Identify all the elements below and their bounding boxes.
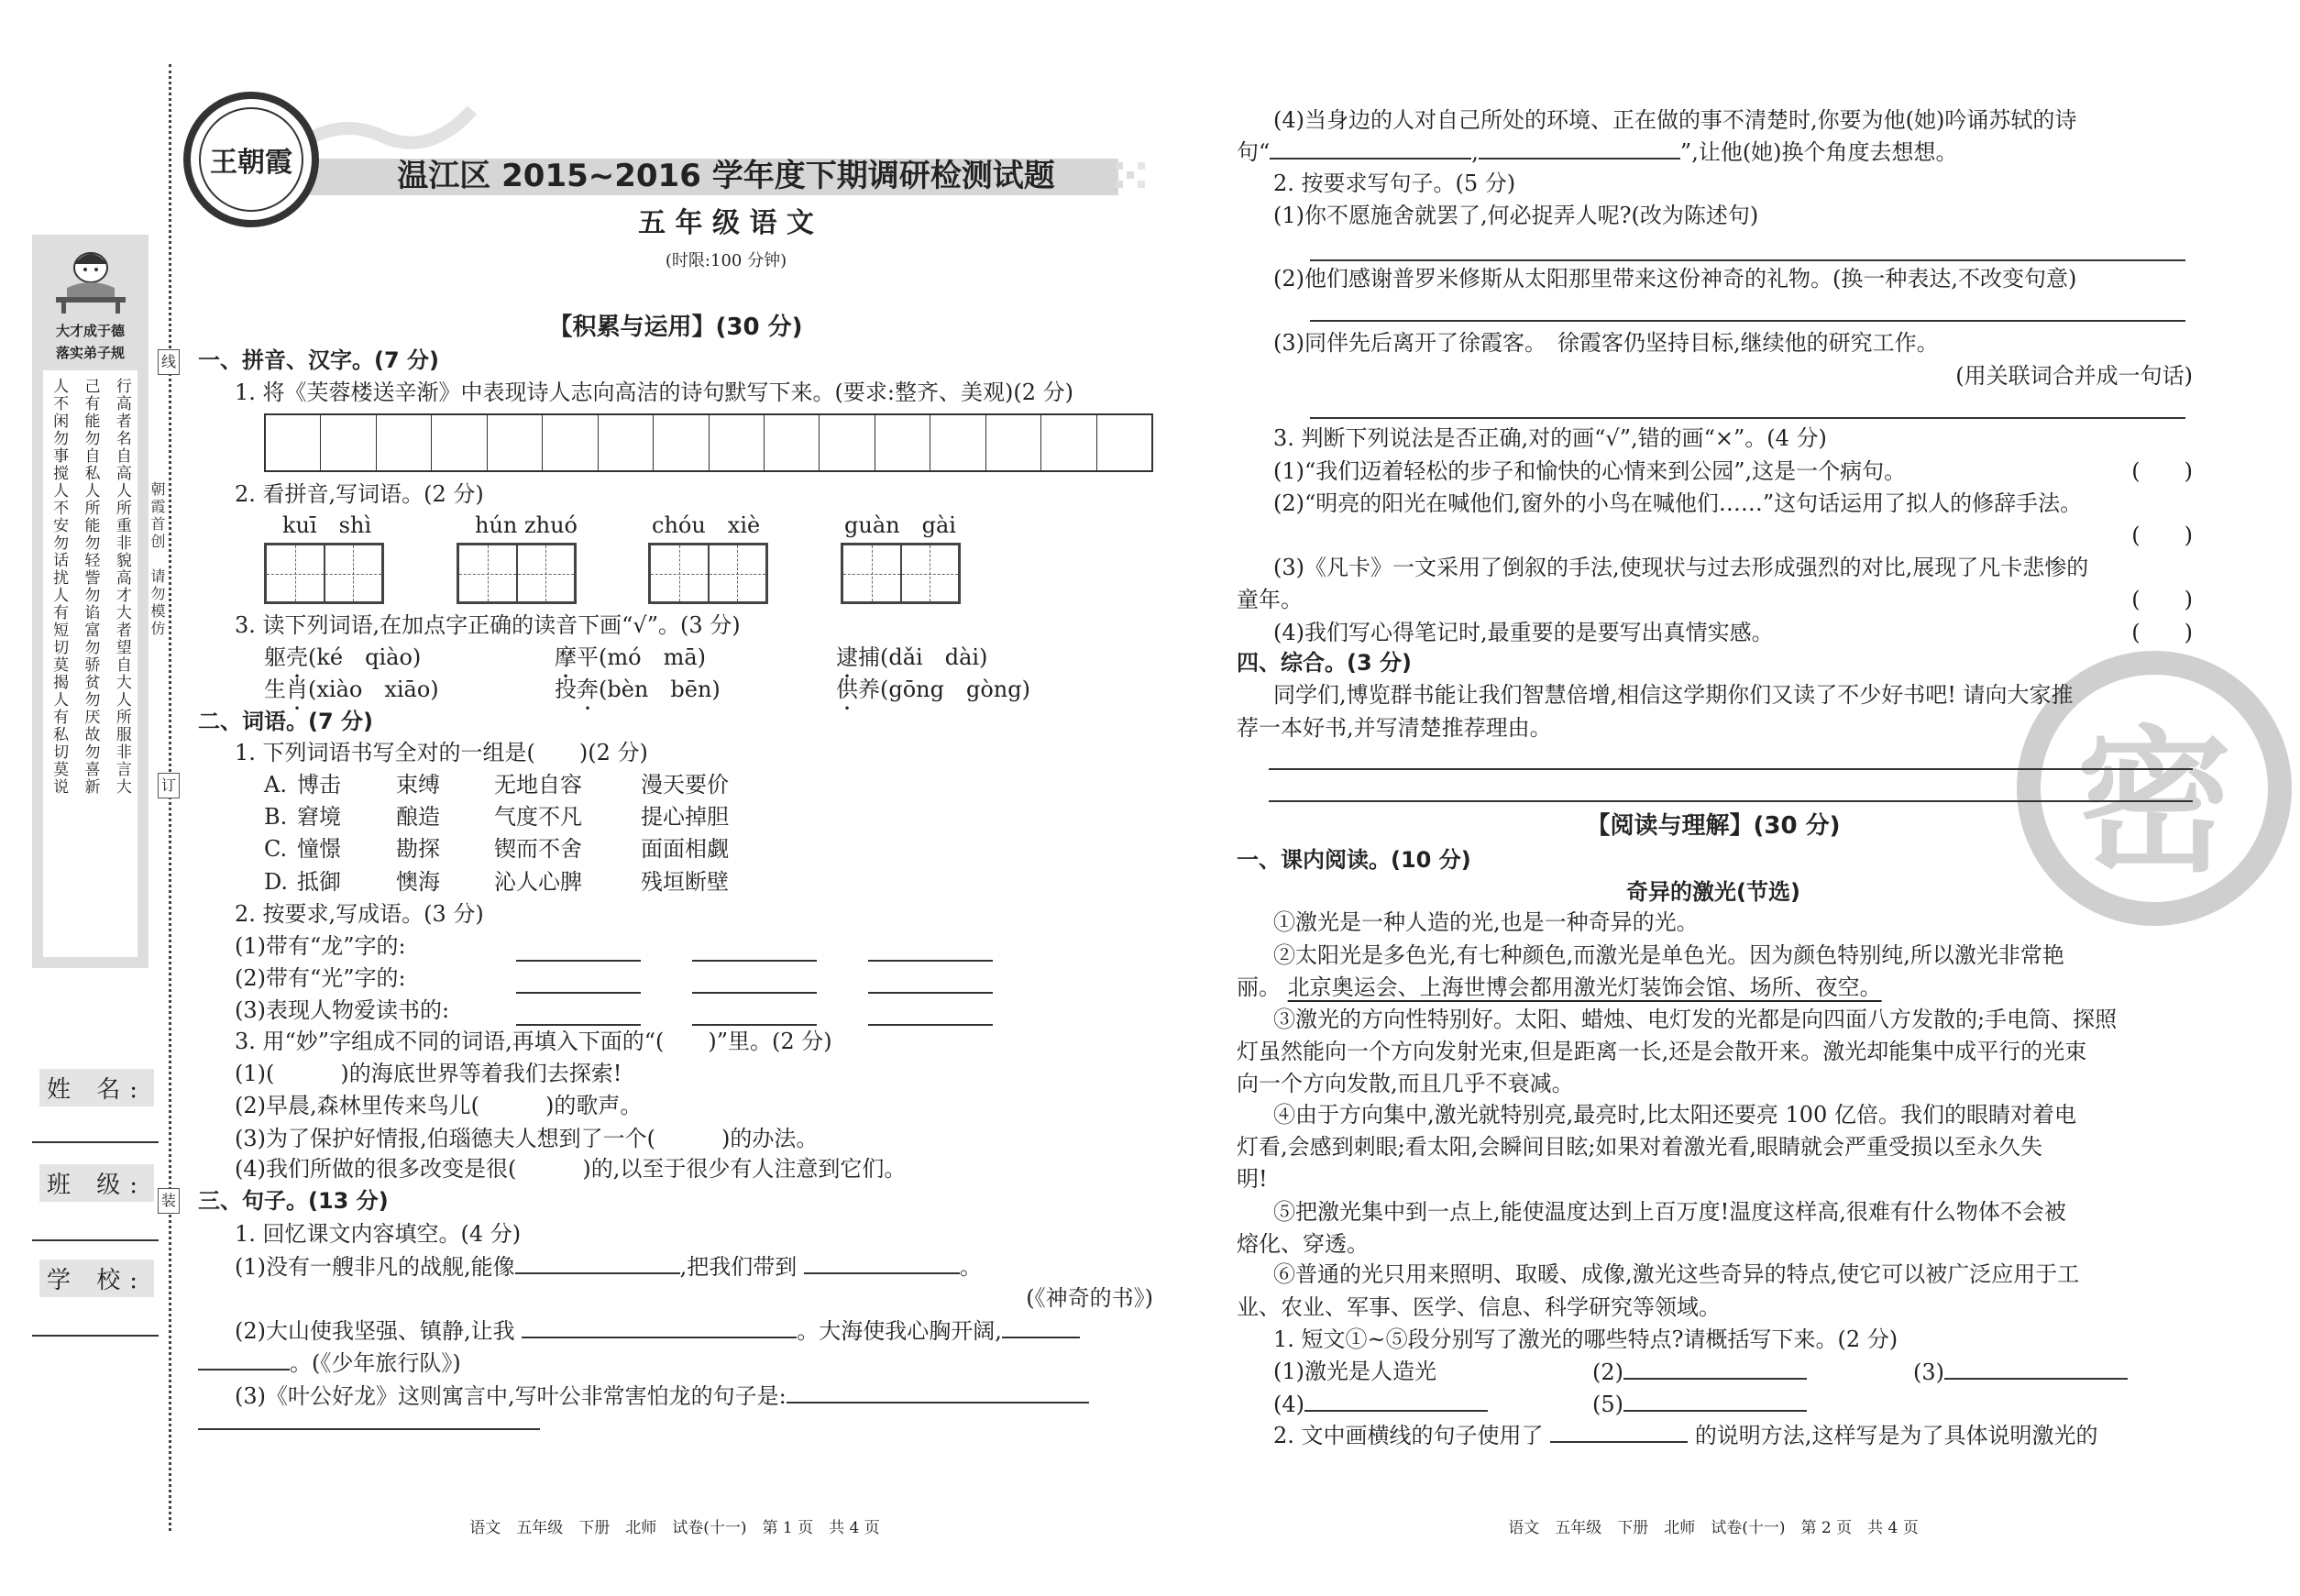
pinyin-label: hún zhuó — [475, 512, 578, 538]
judge-item: (3)《凡卡》一文采用了倒叙的手法,使现状与过去形成强烈的对比,展现了凡卡悲惨的 — [1273, 555, 2089, 580]
source-title: (《神奇的书》) — [1026, 1285, 1153, 1311]
answer-blank[interactable] — [804, 1252, 960, 1274]
question-text: 2. 看拼音,写词语。(2 分) — [235, 481, 484, 507]
poem-writing-grid[interactable] — [264, 413, 1153, 472]
school-field[interactable] — [32, 1335, 159, 1337]
verse-column: 人不闲勿事搅人不安勿话扰人有短切莫揭人有私切莫说 — [50, 378, 69, 796]
text: (4) — [1273, 1392, 1304, 1417]
question-text: 1. 短文①~⑤段分别写了激光的哪些特点?请概括写下来。(2 分) — [1273, 1326, 1898, 1352]
question-text — [1273, 1421, 2097, 1449]
question-text: 2. 按要求,写成语。(3 分) — [235, 901, 484, 927]
option-word: 懊海 — [396, 869, 440, 895]
dotted-char: 肖 — [286, 677, 308, 702]
answer-blank[interactable] — [1623, 1358, 1807, 1380]
school-label: 学 校: — [39, 1260, 154, 1297]
fill-item — [235, 1381, 1089, 1410]
name-label: 姓 名: — [39, 1069, 154, 1106]
grid-cell[interactable] — [599, 415, 654, 470]
passage-line: ③激光的方向性特别好。太阳、蜡烛、电灯发的光都是向四面八方发散的;手电筒、探照 — [1273, 1007, 2118, 1032]
grid-cell[interactable] — [543, 415, 598, 470]
grid-cell[interactable] — [710, 415, 765, 470]
passage-line: ④由于方向集中,激光就特别亮,最亮时,比太阳还要亮 100 亿倍。我们的眼睛对着电 — [1273, 1102, 2076, 1128]
answer-item — [1273, 1390, 1488, 1418]
answer-item — [1592, 1358, 1807, 1386]
judge-bracket[interactable]: ( ) — [2131, 620, 2193, 645]
binding-label: 装 — [158, 1188, 180, 1214]
passage-line: 灯虽然能向一个方向发射光束,但是距离一长,还是会散开来。激光却能集中成平行的光束 — [1237, 1039, 2087, 1064]
fill-item — [1237, 138, 1958, 166]
passage-line — [1237, 974, 1882, 1001]
judge-item: (4)我们写心得笔记时,最重要的是要写出真情实感。 — [1273, 620, 1774, 645]
answer-blank[interactable] — [198, 1348, 290, 1370]
section-heading: 四、综合。(3 分) — [1237, 650, 1412, 676]
fill-item: (4)当身边的人对自己所处的环境、正在做的事不清楚时,你要为他(她)吟诵苏轼的诗 — [1273, 107, 2077, 133]
question-text: 同学们,博览群书能让我们智慧倍增,相信这学期你们又读了不少好书吧! 请向大家推 — [1273, 682, 2074, 708]
grid-cell[interactable] — [432, 415, 487, 470]
choice-option[interactable] — [264, 868, 288, 896]
passage-title: 奇异的激光(节选) — [1626, 879, 1800, 905]
answer-blank[interactable] — [1550, 1421, 1688, 1443]
answer-line[interactable] — [1269, 768, 2193, 770]
answer-line[interactable] — [1310, 417, 2185, 419]
option-word: 憧憬 — [297, 836, 341, 862]
grid-cell[interactable] — [930, 415, 985, 470]
option-word: 束缚 — [396, 772, 440, 798]
reading-options: (dǎi dài) — [880, 644, 988, 670]
text: ,把我们带到 — [679, 1254, 798, 1280]
section-heading: 一、拼音、汉字。(7 分) — [198, 347, 439, 373]
option-word: 无地自容 — [494, 772, 582, 798]
grid-cell[interactable] — [875, 415, 930, 470]
judge-item: 童年。 — [1237, 587, 1303, 612]
motto-line: 大才成于德 — [55, 323, 125, 339]
passage-line: ①激光是一种人造的光,也是一种奇异的光。 — [1273, 909, 1699, 935]
section-heading: 三、句子。(13 分) — [198, 1188, 389, 1214]
verse-column: 行高者名自高人所重非貌高才大者望自大人所服非言大 — [112, 378, 131, 796]
char: 投 — [555, 677, 577, 702]
answer-blank[interactable] — [1623, 1390, 1807, 1412]
option-letter: D. — [264, 869, 289, 895]
question-note: (用关联词合并成一句话) — [1955, 363, 2193, 389]
passage-line: 明! — [1237, 1166, 1268, 1192]
answer-blank[interactable] — [1270, 138, 1471, 160]
checker-decoration — [1114, 159, 1150, 195]
answer-line[interactable] — [198, 1428, 540, 1430]
publisher-logo — [183, 92, 319, 227]
question-text: 1. 将《芙蓉楼送辛渐》中表现诗人志向高洁的诗句默写下来。(要求:整齐、美观)(2 分) — [235, 380, 1073, 405]
dotted-char: 逮 — [836, 644, 858, 670]
grid-cell[interactable] — [488, 415, 543, 470]
idiom-blank[interactable] — [516, 992, 641, 994]
question-text: 荐一本好书,并写清楚推荐理由。 — [1237, 715, 1552, 741]
text: (1)没有一艘非凡的战舰,能像 — [235, 1254, 515, 1280]
text: (2)大山使我坚强、镇静,让我 — [235, 1318, 515, 1344]
option-word: 沁人心脾 — [494, 869, 582, 895]
passage-line: ②太阳光是多色光,有七种颜色,而激光是单色光。因为颜色特别纯,所以激光非常艳 — [1273, 942, 2064, 968]
option-letter: B. — [264, 804, 288, 830]
answer-item: (1)激光是人造光 — [1273, 1359, 1436, 1384]
choice-option[interactable] — [264, 771, 287, 798]
question-text: 1. 下列词语书写全对的一组是( )(2 分) — [235, 740, 648, 765]
verse-column: 己有能勿自私人所能勿轻訾勿谄富勿骄贫勿厌故勿喜新 — [81, 378, 100, 796]
text: 2. 文中画横线的句子使用了 — [1273, 1423, 1544, 1448]
question-text: 2. 按要求写句子。(5 分) — [1273, 171, 1516, 196]
passage-line: 向一个方向发散,而且几乎不衰减。 — [1237, 1071, 1574, 1096]
tianzi-grid[interactable] — [264, 543, 384, 604]
passage-line: ⑤把激光集中到一点上,能使温度达到上百万度!温度这样高,很难有什么物体不会被 — [1273, 1199, 2066, 1225]
tianzi-grid[interactable] — [457, 543, 577, 604]
question-text: (3)同伴先后离开了徐霞客。 徐霞客仍坚持目标,继续他的研究工作。 — [1273, 330, 1939, 356]
text: 句“ — [1237, 139, 1271, 165]
answer-item — [1913, 1358, 2128, 1386]
underlined-sentence: 北京奥运会、上海世博会都用激光灯装饰会馆、场所、夜空。 — [1287, 974, 1882, 1000]
question-text: 1. 回忆课文内容填空。(4 分) — [235, 1221, 522, 1247]
answer-line[interactable] — [1310, 320, 2185, 322]
text: , — [1471, 139, 1479, 165]
option-letter: C. — [264, 836, 288, 862]
idiom-blank[interactable] — [692, 1024, 817, 1026]
part-title-accumulation: 【积累与运用】(30 分) — [548, 314, 803, 341]
page-footer: 语文 五年级 下册 北师 试卷(十一) 第 1 页 共 4 页 — [469, 1519, 880, 1537]
logo-text: 王朝霞 — [199, 107, 303, 212]
reading-options: (gōng gòng) — [880, 677, 1030, 702]
word-reading[interactable] — [555, 676, 721, 715]
tianzi-grid[interactable] — [648, 543, 768, 604]
option-word: 窘境 — [297, 804, 341, 830]
option-word: 气度不凡 — [494, 804, 582, 830]
pinyin-label: chóu xiè — [652, 512, 761, 538]
idiom-blank[interactable] — [868, 1024, 993, 1026]
judge-bracket[interactable]: ( ) — [2131, 458, 2193, 484]
option-letter: A. — [264, 772, 287, 798]
fill-item — [235, 1252, 982, 1281]
text: (5) — [1592, 1392, 1623, 1417]
answer-blank[interactable] — [1479, 138, 1680, 160]
dotted-char: 供 — [836, 677, 858, 702]
exam-title: 温江区 2015~2016 学年度下期调研检测试题 — [397, 158, 1055, 194]
option-word: 博击 — [297, 772, 341, 798]
idiom-blank[interactable] — [692, 992, 817, 994]
question-text: (1)你不愿施舍就罢了,何必捉弄人呢?(改为陈述句) — [1273, 203, 1759, 228]
section-heading: 二、词语。(7 分) — [198, 709, 373, 734]
option-word: 漫天要价 — [641, 772, 729, 798]
dotted-char: 摩 — [555, 644, 577, 670]
grid-cell[interactable] — [1097, 415, 1151, 470]
idiom-prompt: (1)带有“龙”字的: — [235, 933, 406, 959]
watermark-seal: 密 — [2017, 651, 2292, 926]
char: 捕 — [858, 644, 880, 670]
option-word: 面面相觑 — [641, 836, 729, 862]
answer-blank[interactable] — [515, 1252, 680, 1274]
class-field[interactable] — [32, 1239, 159, 1241]
fill-item[interactable]: (3)为了保护好情报,伯瑙德夫人想到了一个( )的办法。 — [235, 1126, 819, 1151]
question-text: (2)他们感谢普罗米修斯从太阳那里带来这份神奇的礼物。(换一种表达,不改变句意) — [1273, 266, 2077, 292]
answer-blank[interactable] — [522, 1316, 797, 1338]
text: (3)《叶公好龙》这则寓言中,写叶公非常害怕龙的句子是: — [235, 1383, 787, 1409]
idiom-blank[interactable] — [516, 1024, 641, 1026]
student-reading-icon — [50, 242, 131, 315]
sidebar-dizigui — [32, 235, 149, 968]
answer-blank[interactable] — [1944, 1358, 2128, 1380]
option-word: 锲而不舍 — [494, 836, 582, 862]
idiom-blank[interactable] — [868, 992, 993, 994]
char: 生 — [264, 677, 286, 702]
answer-blank[interactable] — [787, 1381, 1089, 1403]
time-limit: (时限:100 分钟) — [665, 251, 787, 270]
passage-line: 熔化、穿透。 — [1237, 1231, 1369, 1257]
char: 养 — [858, 677, 880, 702]
text: (3) — [1913, 1359, 1944, 1385]
section-heading: 一、课内阅读。(10 分) — [1237, 847, 1471, 873]
text: 。(《少年旅行队》) — [290, 1350, 461, 1376]
question-text: 3. 判断下列说法是否正确,对的画“√”,错的画“×”。(4 分) — [1273, 425, 1827, 451]
grid-cell[interactable] — [765, 415, 820, 470]
option-word: 提心掉胆 — [641, 804, 729, 830]
dotted-char: 奔 — [577, 677, 599, 702]
text: 。大海使我心胸开阔, — [797, 1318, 1002, 1344]
text: 丽。 — [1237, 974, 1281, 1000]
pinyin-label: kuī shì — [282, 512, 372, 538]
fill-item[interactable]: (4)我们所做的很多改变是很( )的,以至于很少有人注意到它们。 — [235, 1156, 907, 1182]
grid-cell[interactable] — [266, 415, 321, 470]
answer-item — [1592, 1390, 1807, 1418]
class-label: 班 级: — [39, 1164, 154, 1202]
choice-option[interactable] — [264, 835, 287, 863]
option-word: 残垣断壁 — [641, 869, 729, 895]
idiom-prompt: (2)带有“光”字的: — [235, 965, 406, 991]
exam-subject: 五 年 级 语 文 — [638, 207, 814, 239]
text: (2) — [1592, 1359, 1623, 1385]
answer-line[interactable] — [1310, 259, 2185, 261]
grid-cell[interactable] — [820, 415, 875, 470]
answer-line[interactable] — [1269, 800, 2193, 802]
idiom-blank[interactable] — [868, 960, 993, 962]
reading-options: (mó mā) — [599, 644, 706, 670]
dizigui-verses — [43, 370, 138, 957]
motto-line: 落实弟子规 — [55, 345, 125, 361]
reading-options: (ké qiào) — [308, 644, 422, 670]
passage-line: ⑥普通的光只用来照明、取暖、成像,激光这些奇异的特点,使它可以被广泛应用于工 — [1273, 1261, 2080, 1287]
page-footer: 语文 五年级 下册 北师 试卷(十一) 第 2 页 共 4 页 — [1508, 1519, 1919, 1537]
judge-item: (1)“我们迈着轻松的步子和愉快的心情来到公园”,这是一个病句。 — [1273, 458, 1907, 484]
judge-bracket[interactable]: ( ) — [2131, 587, 2193, 612]
passage-line: 业、农业、军事、医学、信息、科学研究等领域。 — [1237, 1294, 1721, 1320]
reading-options: (bèn bēn) — [599, 677, 721, 702]
part-title-reading: 【阅读与理解】(30 分) — [1586, 812, 1841, 840]
tianzi-grid[interactable] — [841, 543, 961, 604]
idiom-blank[interactable] — [692, 960, 817, 962]
pinyin-label: guàn gài — [844, 512, 956, 538]
word-reading[interactable] — [836, 676, 1030, 715]
fill-item[interactable]: (1)( )的海底世界等着我们去探索! — [235, 1061, 622, 1086]
dotted-char: 壳 — [286, 644, 308, 670]
option-word: 勘探 — [396, 836, 440, 862]
judge-item: (2)“明亮的阳光在喊他们,窗外的小鸟在喊他们……”这句话运用了拟人的修辞手法。 — [1273, 490, 2083, 516]
char: 躯 — [264, 644, 286, 670]
grid-cell[interactable] — [321, 415, 376, 470]
question-text: 3. 用“妙”字组成不同的词语,再填入下面的“( )”里。(2 分) — [235, 1029, 832, 1054]
text: ”,让他(她)换个角度去想想。 — [1679, 139, 1958, 165]
judge-bracket[interactable]: ( ) — [2131, 523, 2193, 548]
answer-blank[interactable] — [1002, 1316, 1080, 1338]
choice-option[interactable] — [264, 803, 287, 831]
copyright-notice: 朝霞首创 请勿模仿 — [149, 481, 166, 638]
passage-line: 灯看,会感到刺眼;看太阳,会瞬间目眩;如果对着激光看,眼睛就会严重受损以至永久失 — [1237, 1134, 2043, 1160]
char: 平 — [577, 644, 599, 670]
answer-blank[interactable] — [1304, 1390, 1488, 1412]
option-word: 抵御 — [297, 869, 341, 895]
grid-cell[interactable] — [1041, 415, 1096, 470]
grid-cell[interactable] — [377, 415, 432, 470]
name-field[interactable] — [32, 1141, 159, 1143]
grid-cell[interactable] — [986, 415, 1041, 470]
grid-cell[interactable] — [654, 415, 709, 470]
binding-label: 订 — [158, 773, 180, 798]
question-text: 3. 读下列词语,在加点字正确的读音下画“√”。(3 分) — [235, 612, 741, 638]
idiom-prompt: (3)表现人物爱读书的: — [235, 997, 450, 1023]
fill-item — [198, 1348, 461, 1377]
binding-label: 线 — [158, 349, 180, 375]
text: 的说明方法,这样写是为了具体说明激光的 — [1694, 1423, 2098, 1448]
option-word: 酿造 — [396, 804, 440, 830]
idiom-blank[interactable] — [516, 960, 641, 962]
fill-item[interactable]: (2)早晨,森林里传来鸟儿( )的歌声。 — [235, 1093, 643, 1118]
fill-item — [235, 1316, 1080, 1345]
text: 。 — [959, 1254, 982, 1280]
reading-options: (xiào xiāo) — [308, 677, 439, 702]
